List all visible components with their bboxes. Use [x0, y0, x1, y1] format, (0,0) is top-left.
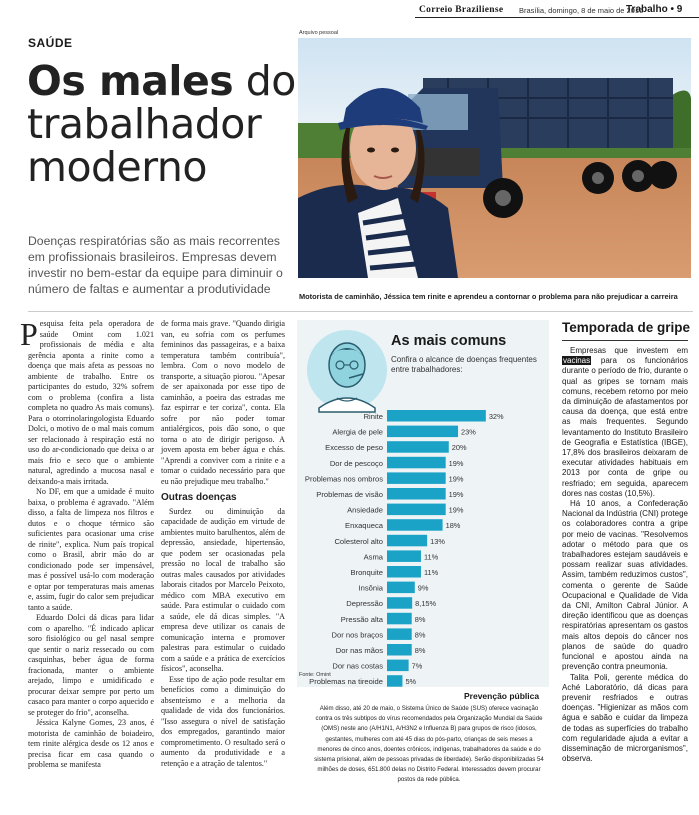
bar-value-label: 9%: [417, 583, 429, 593]
bar-value-label: 8%: [414, 614, 426, 624]
headline: [27, 57, 302, 191]
photo-illustration: [298, 38, 691, 278]
bar-category-label: Pressão alta: [340, 614, 383, 624]
bar-category-label: Dor nas costas: [332, 661, 383, 671]
chart: [297, 320, 549, 687]
photo-caption: Motorista de caminhão, Jéssica tem rinite e aprendeu a contornar o problema para não prejudicar a carreira: [299, 292, 678, 301]
bar-category-label: Bronquite: [350, 568, 383, 577]
article-column-1: [20, 316, 154, 771]
bar-value-label: 18%: [445, 521, 461, 531]
bar-value-label: 19%: [448, 505, 464, 515]
bar-category-label: Insônia: [358, 583, 383, 593]
paragraph: Há 10 anos, a Confederação Nacional da Indústria (CNI) protege os colaboradores contra a gripe por meio de vacinas. "Resolvemos adotar o método para que os trabalhadores estejam saudáveis e possam realizar suas atividades. Assim, também reduzimos custos", comenta o gerente de Saúde Ocupacional e Qualidade de Vida da CNI, Amilton Cabral Júnior. A direção identificou que as doenças respiratórias apresentam os gastos mais altos depois do câncer nos planos de saúde do quadro funcional e apostou ainda na prevenção contra pneumonia.: [562, 499, 688, 672]
bar-category-label: Alergia de pele: [332, 427, 383, 437]
chart-bars: [305, 410, 504, 687]
bar: [387, 472, 446, 484]
bar-value-label: 32%: [488, 412, 504, 421]
photo-credit: Arquivo pessoal: [299, 30, 339, 36]
bar: [387, 504, 446, 515]
bar-value-label: 23%: [461, 427, 476, 437]
bar: [387, 410, 486, 422]
chart-source: Fonte: Omint: [299, 672, 331, 678]
bar-category-label: Problemas de visão: [316, 490, 383, 499]
bar-category-label: Ansiedade: [347, 505, 383, 515]
bar: [387, 535, 427, 547]
doctor-illustration: [307, 330, 387, 412]
paragraph: Talita Poli, gerente médica do Aché Laboratório, dá dicas para prevenir resfriados e outras doenças. "Higienizar as mãos com água e sabão e cuidar da limpeza de todas as superfícies do trabalho com regularidade ajuda a evitar a disseminação de microrganismos", observa.: [562, 672, 688, 764]
chart-subtitle: Confira o alcance de doenças frequentes entre trabalhadores:: [391, 355, 537, 374]
sidebar-title: Temporada de gripe: [562, 320, 691, 335]
bar: [387, 550, 421, 562]
sidebar-column: [562, 346, 688, 764]
paragraph: Esse tipo de ação pode resultar em benefícios como a diminuição do absenteísmo e a melhoria da qualidade de vida dos funcionários. "Isso assegura o nível de satisfação dos empregados, garantindo maior comprometimento. O resultado será o aumento da produtividade e a retenção e a atração de talentos.": [161, 674, 285, 768]
bar: [387, 597, 412, 609]
bar: [387, 426, 458, 438]
photo: [298, 38, 691, 278]
dropcap: P: [20, 316, 38, 352]
chart-title: As mais comuns: [391, 333, 507, 349]
dateline: Brasília, domingo, 8 de maio de 2016: [519, 6, 644, 15]
bar-category-label: Dor de pescoço: [329, 458, 383, 468]
bar: [387, 613, 412, 625]
bar-value-label: 13%: [430, 536, 445, 546]
bar-value-label: 8%: [414, 630, 426, 640]
bar: [387, 644, 412, 656]
bar: [387, 566, 421, 578]
paragraph: Surdez ou diminuição da capacidade de audição em virtude de ambientes muito barulhentos, além de depressão, ansiedade, hipertensão, que podem ser ocasionadas pela pressão no local de trabalho são outras males causados por atividades laborais citados por Marcelo Peixoto, médico com MBA executivo em saúde. Para estimular o cuidado com a saúde, ele dá dicas simples. "A empresa deve utilizar os canais de comunicação interna e promover palestras para estimular o cuidado com a saúde e a prática de exercícios físicos", aconselha.: [161, 506, 285, 673]
paragraph: Eduardo Dolci dá dicas para lidar com o aparelho. "É indicado aplicar soro fisiológico ou gel nasal sempre que sentir o nariz ressecado ou com casquinhas, beber água de forma fracionada, manter o ambiente arejado, limpo e umidificado e procurar deixar sempre por perto um casaco para manter o corpo aquecido e se proteger do frio", aconselha.: [28, 613, 154, 717]
bar-category-label: Problemas nos ombros: [304, 474, 383, 484]
bar: [387, 582, 415, 594]
paragraph: Empresas que investem em vacinas para os funcionários durante o período de frio, durante o qual as gripes se tornam mais comuns, recebem retorno por meio da diminuição de afastamentos por causa da doença, que está entre as mais frequentes. Segundo levantamento do Instituto Brasileiro de Geografia e Estatística (IBGE), 17,8% dos brasileiros deixaram de executar atividades habituais em 2013 por conta de gripe ou resfriado; em seguida, aparecem dores nas costas (10,5%).: [562, 346, 688, 498]
bar: [387, 660, 409, 672]
bar-category-label: Dor nas mãos: [335, 646, 383, 655]
bar-value-label: 11%: [423, 552, 439, 562]
bar-category-label: Asma: [363, 552, 383, 562]
section-page-label: Trabalho • 9: [626, 4, 683, 15]
masthead: Correio Braziliense: [419, 5, 504, 15]
paragraph: Jéssica Kalyne Gomes, 23 anos, é motorista de caminhão de boiadeiro, tem rinite alérgica desde os 12 anos e precisa ficar em casa quando o problema se manifesta: [28, 718, 154, 769]
bar-value-label: 7%: [411, 661, 423, 671]
bar-category-label: Excesso de peso: [325, 443, 383, 453]
bar: [387, 488, 446, 500]
headline-bold: Os males: [27, 57, 234, 105]
bar-category-label: Enxaqueca: [345, 521, 383, 531]
highlight-vacinas: vacinas: [563, 356, 591, 366]
bar-category-label: Rinite: [363, 412, 383, 421]
bar-value-label: 20%: [451, 443, 467, 453]
sidebar-rule: [562, 340, 688, 341]
section-rule: [28, 311, 693, 312]
paragraph: No DF, em que a umidade é muito baixa, o problema é agravado. "Além disso, a falta de limpeza nos filtros e dutos e o choque térmico são suficientes para ocasionar uma crise de rinite", explica. Num país tropical como o Brasil, abrir mão do ar condicionado pode ser impensável, mas é possível usá-lo com moderação e optar por temperaturas mais amenas e, assim, fugir do calor sem prejudicar tanto a saúde.: [28, 487, 154, 612]
bar: [387, 628, 412, 640]
subhead-outras-doencas: Outras doenças: [161, 492, 237, 503]
bar-value-label: 5%: [405, 677, 417, 687]
bar: [387, 441, 449, 453]
dek: Doenças respiratórias são as mais recorrentes em profissionais brasileiros. Empresas devem investir no bem-estar da equipe para diminuir o número de faltas e aumentar a produtividade: [28, 234, 283, 296]
prevencao-text: Além disso, até 20 de maio, o Sistema Único de Saúde (SUS) oferece vacinação contra os três subtipos do vírus recomendados pela Organização Mundial da Saúde (OMS) neste ano (A/H1N1, A/H3N2 e Influenza B) para grupos de risco (idosos, gestantes, mulheres com até 45 dias do pós-parto, crianças de seis meses a menores de cinco anos, doentes crônicos, indígenas, trabalhadores da saúde e do sistema prisional, além de pessoas privadas de liberdade). Serão disponibilizadas 54 milhões de doses, 651.800 delas no Distrito Federal. Interessados devem procurar postos da rede pública.: [314, 705, 544, 784]
page-header: [0, 0, 699, 22]
header-rule: [415, 17, 699, 18]
bar-value-label: 19%: [448, 490, 464, 499]
bar-category-label: Problemas na tireoide: [309, 677, 383, 687]
bar-value-label: 11%: [423, 568, 439, 577]
bar-value-label: 8,15%: [415, 599, 437, 609]
bar-value-label: 19%: [448, 458, 464, 468]
bar: [387, 519, 443, 531]
prevencao-title: Prevenção pública: [464, 691, 540, 701]
bar: [387, 675, 402, 687]
article-column-2: [161, 319, 285, 769]
headline-light: do: [245, 57, 296, 105]
bar-value-label: 19%: [448, 474, 464, 484]
bar-category-label: Dor nos braços: [331, 630, 383, 640]
headline-line-2: trabalhador: [27, 100, 262, 148]
kicker: SAÚDE: [28, 36, 73, 50]
headline-line-3: moderno: [27, 143, 207, 191]
bar-category-label: Depressão: [346, 599, 383, 609]
bar-value-label: 8%: [414, 646, 426, 655]
paragraph: Pesquisa feita pela operadora de saúde Omint com 1.021 profissionais de média e alta gerência aponta a rinite como a doença que mais afeta as pessoas no ambiente de trabalho. Entre os participantes do estudo, 32% sofrem com o problema (confira a lista completa no quadro As mais comuns). Para o otorrinolaringologista Eduardo Dolci, o motivo de o mal mais comum ser relacionado à respiração está no uso do ar-condicionado que deixa o ar mais frio e seco que o ambiente natural, agredindo a mucosa nasal e deixando-a mais irritada.: [20, 316, 154, 486]
bar: [387, 457, 446, 469]
bar-category-label: Colesterol alto: [334, 536, 383, 546]
paragraph: de forma mais grave. "Quando dirigia van, eu sofria com os perfumes femininos das passageiras, e a baixa temperatura também contribuía", lembra. Com o novo modelo de transporte, a situação piorou. "Apesar de ser apaixonada por esse tipo de caminhão, a poeira das estradas me faz espirrar e ter coriza", conta. Ela sofre por não poder tomar antialérgicos, pois dão sono, o que torna o ato de dirigir perigoso. A jovem aposta em beber água e chás. "Aprendi a conviver com a rinite e a tomar o cuidado necessário para que eu não prejudique meu trabalho.": [161, 319, 285, 486]
